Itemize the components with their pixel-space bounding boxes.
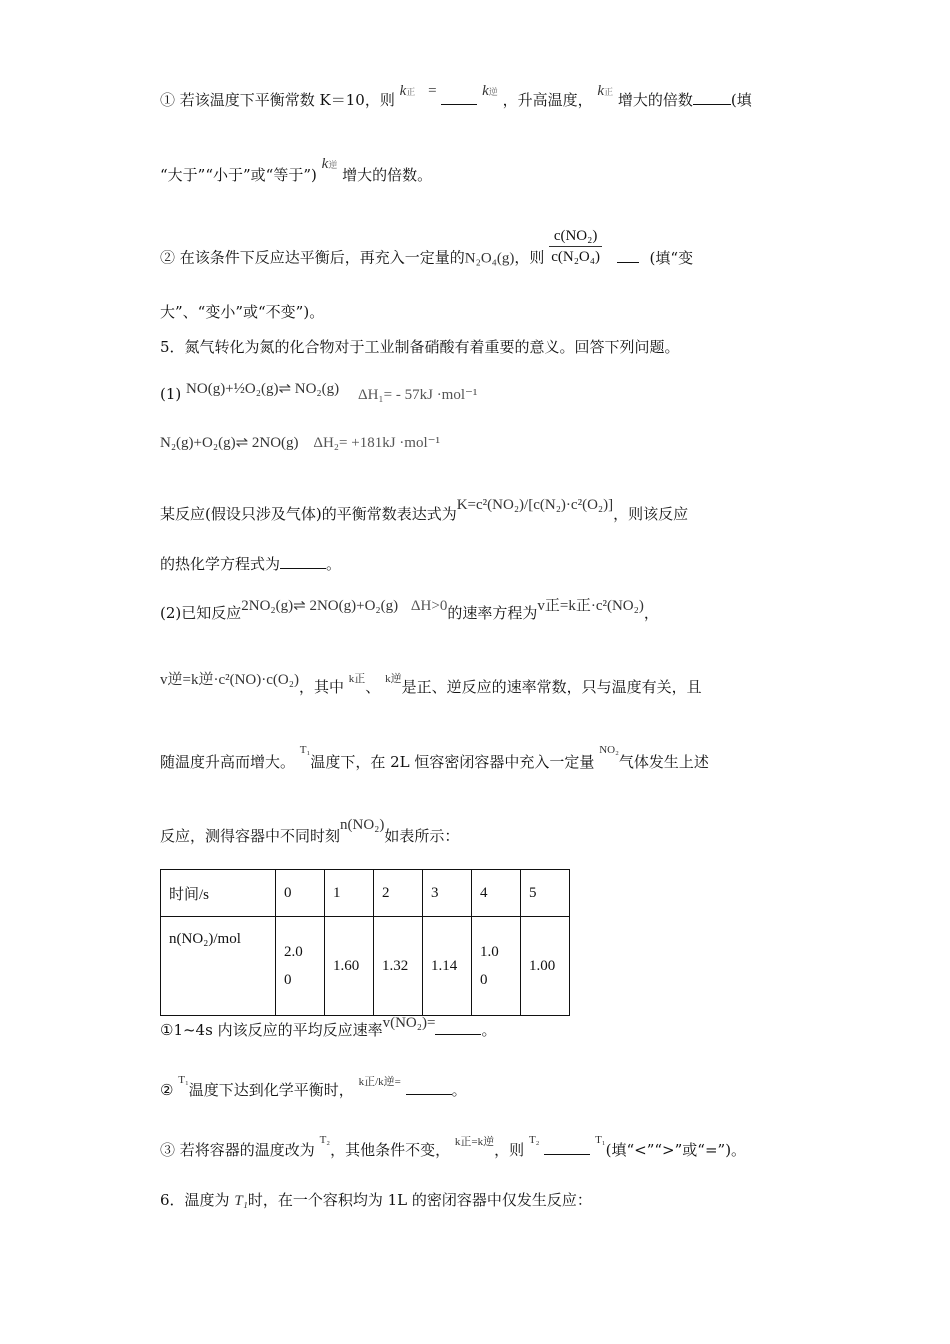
table-header-row: 时间/s 0 1 2 3 4 5 xyxy=(161,870,570,917)
concentration-ratio: $\frac{\text{c(NO₂)}}{\text{c(N₂O₄)}}$ xyxy=(551,228,600,265)
q5-part2-line4: 反应，测得容器中不同时刻n(NO₂)如表所示： xyxy=(160,817,460,845)
q5-eq2: N₂(g)+O₂(g)⇌ 2NO(g) ΔH₂= +181kJ ·mol⁻¹ xyxy=(160,435,441,451)
answer-blank[interactable] xyxy=(435,1034,481,1035)
q4-part2-line2: 大”、“变小”或“不变”)。 xyxy=(160,303,325,321)
q5-sub2: ② $^{T_1}$温度下达到化学平衡时， $^{k正/k逆=}$ 。 xyxy=(160,1074,467,1099)
q5-thermo-line: 的热化学方程式为 。 xyxy=(160,555,342,573)
q4-part1-line1: ① 若该温度下平衡常数 K＝10，则 k正 = k逆 ，升高温度， k正 增大的倍数 (填 xyxy=(160,83,752,109)
q4-part2-line1: ② 在该条件下反应达平衡后，再充入一定量的N₂O₄(g)，则 $\frac{\text{c(NO₂)}}{\text{c(N₂O₄)}}$ (填“变 xyxy=(160,228,694,267)
q5-part2-line2: v逆=k逆·c²(NO)·c(O₂)，其中 $^{k正}$、 $^{k逆}$是正、逆反应的速率常数，只与温度有关，且 xyxy=(160,672,702,696)
q5-part2-line3: 随温度升高而增大。 $^{T_1}$温度下，在 2L 恒容密闭容器中充入一定量 $^{NO_2}$气体发生上述 xyxy=(160,744,709,771)
q5-sub1: ①1~4s 内该反应的平均反应速率v(NO₂)= 。 xyxy=(160,1015,497,1039)
q5-k-line: 某反应(假设只涉及气体)的平衡常数表达式为K=c²(NO₂)/[c(N₂)·c²(O₂)]，则该反应 xyxy=(160,497,689,523)
table-row: n(NO₂)/mol 2.0 0 1.60 1.32 1.14 1.0 0 1.00 xyxy=(161,917,570,1016)
answer-blank[interactable] xyxy=(617,262,639,263)
q5-part2-line1: (2)已知反应2NO₂(g)⇌ 2NO(g)+O₂(g) ΔH>0的速率方程为v正=k正·c²(NO₂)， xyxy=(160,598,659,622)
q5-eq1: (1) NO(g)+½O₂(g)⇌ NO₂(g) ΔH₁= - 57kJ ·mol⁻¹ xyxy=(160,381,478,403)
answer-blank[interactable] xyxy=(441,104,477,105)
q6-title: 6．温度为 T₁时，在一个容积均为 1L 的密闭容器中仅发生反应： xyxy=(160,1191,592,1209)
answer-blank[interactable] xyxy=(280,568,326,569)
equilibrium-constant-expression: K=c²(NO₂)/[c(N₂)·c²(O₂)] xyxy=(456,497,614,513)
answer-blank[interactable] xyxy=(693,104,731,105)
answer-blank[interactable] xyxy=(406,1094,452,1095)
no2-amount-table xyxy=(160,869,570,1016)
answer-blank[interactable] xyxy=(544,1154,590,1155)
k-forward-symbol: k xyxy=(399,83,407,99)
q5-title: 5．氮气转化为氮的化合物对于工业制备硝酸有着重要的意义。回答下列问题。 xyxy=(160,338,680,356)
q5-sub3: ③ 若将容器的温度改为 $^{T_2}$，其他条件不变， $^{k正=k逆}$，则 $^{T_2}$ $^{T_1}$(填“<”“>”或“=”)。 xyxy=(160,1134,747,1159)
q4-part1-line2: “大于”“小于”或“等于”) k逆 增大的倍数。 xyxy=(160,156,433,184)
k-reverse-symbol: k xyxy=(482,83,489,99)
q4-p1-text-a: ① 若该温度下平衡常数 K＝10，则 xyxy=(160,91,395,109)
